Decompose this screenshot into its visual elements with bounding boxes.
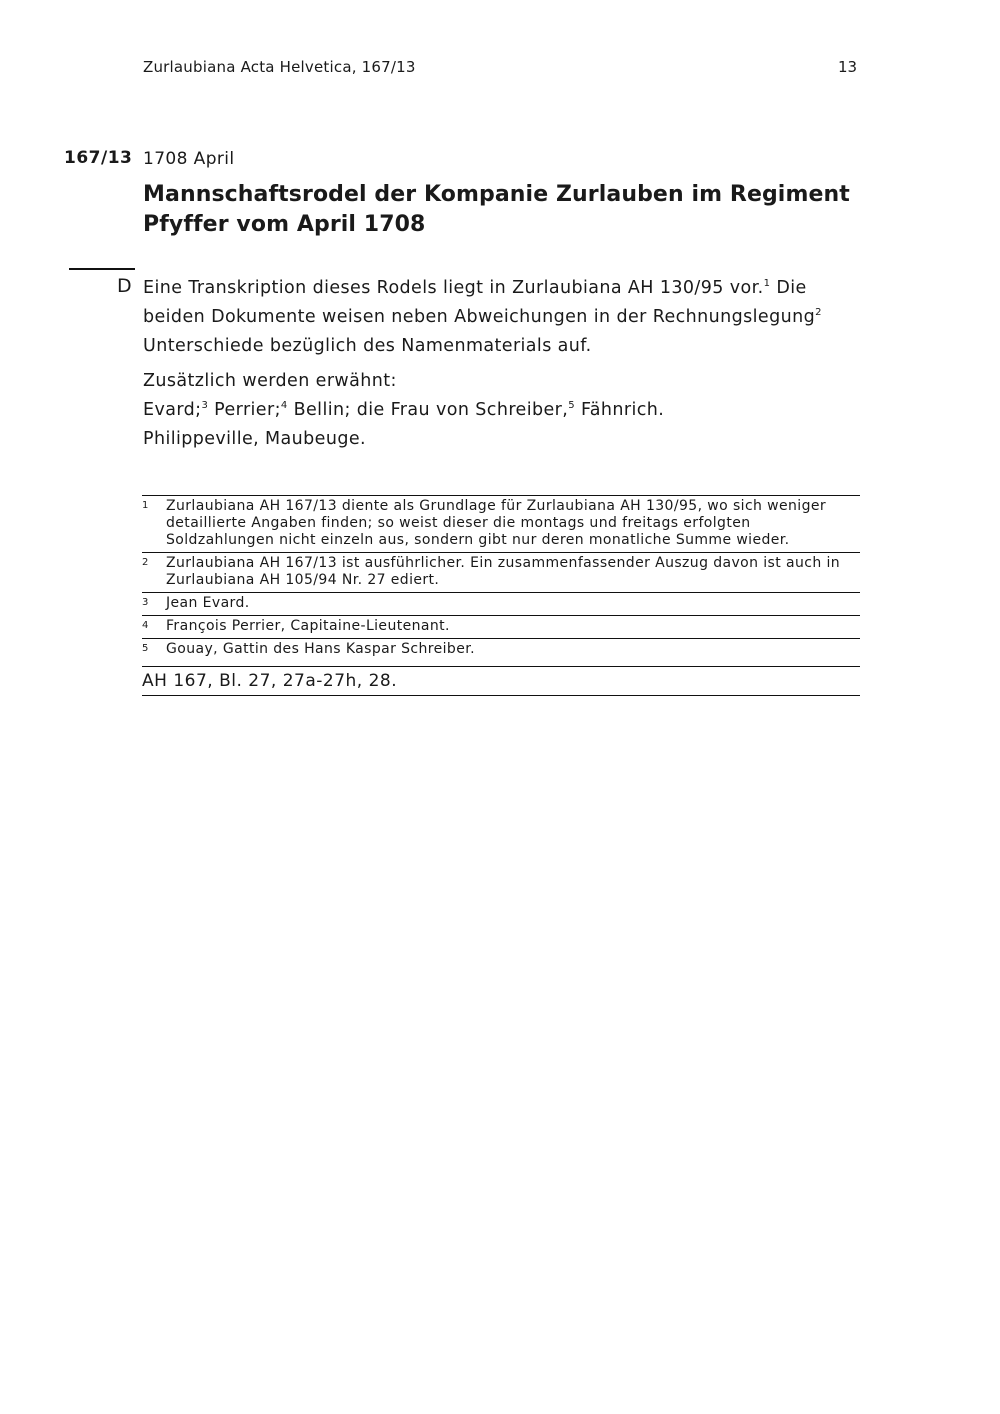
footnote xyxy=(142,592,860,615)
entry-number: 167/13 xyxy=(64,148,133,168)
footnote-ref[interactable]: 5 xyxy=(568,400,575,412)
footnote-text: Zurlaubiana AH 167/13 ist ausführlicher. Ein zusammenfassender Auszug davon ist auch in Zurlaubiana AH 105/94 Nr. 27 ediert. xyxy=(166,555,841,588)
running-head: Zurlaubiana Acta Helvetica, 167/13 xyxy=(143,58,416,76)
section-rule xyxy=(69,268,135,270)
person-name: Fähnrich. xyxy=(580,400,665,420)
footnote-mark: 4 xyxy=(142,620,149,631)
footnote-ref[interactable]: 1 xyxy=(763,278,771,290)
section-marker: D xyxy=(117,275,132,297)
footnote-mark: 1 xyxy=(142,500,149,511)
footnote-mark: 3 xyxy=(142,597,149,608)
footnote-ref[interactable]: 3 xyxy=(201,400,209,412)
person-name: Perrier; xyxy=(214,400,281,420)
document-title: Mannschaftsrodel der Kompanie Zurlauben im Regiment Pfyffer vom April 1708 xyxy=(143,182,850,237)
footnote xyxy=(142,638,860,661)
mentions-heading: Zusätzlich werden erwähnt: xyxy=(143,371,397,391)
paragraph-text: Eine Transkription dieses Rodels liegt in Zurlaubiana AH 130/95 vor. xyxy=(143,278,764,298)
footnote xyxy=(142,615,860,638)
footnote-mark: 2 xyxy=(142,557,149,568)
mentions-persons xyxy=(143,396,863,425)
source-reference: AH 167, Bl. 27, 27a-27h, 28. xyxy=(142,666,860,696)
paragraph-text: Die beiden Dokumente weisen neben Abweichungen in der Rechnungslegung xyxy=(143,278,816,327)
paragraph-text: Unterschiede bezüglich des Namenmaterials auf. xyxy=(143,336,592,356)
footnote-text: Jean Evard. xyxy=(166,595,250,611)
footnote-text: Gouay, Gattin des Hans Kaspar Schreiber. xyxy=(166,641,475,657)
mentions-paragraph xyxy=(143,367,863,454)
footnote-text: Zurlaubiana AH 167/13 diente als Grundlage für Zurlaubiana AH 130/95, wo sich weniger detaillierte Angaben finden; so weist dieser die montags und freitags erfolgten Soldzahlungen nicht einzeln aus, sondern gibt nur deren monatliche Summe wieder. xyxy=(166,498,827,548)
person-name: Bellin; die Frau von Schreiber, xyxy=(293,400,569,420)
page-number: 13 xyxy=(838,58,858,76)
footnotes-section xyxy=(142,495,860,696)
footnote xyxy=(142,495,860,552)
footnote-ref[interactable]: 4 xyxy=(280,400,288,412)
footnote-ref[interactable]: 2 xyxy=(815,307,822,319)
footnote-text: François Perrier, Capitaine-Lieutenant. xyxy=(166,618,450,634)
footnote xyxy=(142,552,860,592)
description-paragraph xyxy=(143,274,863,361)
entry-date: 1708 April xyxy=(143,149,235,169)
footnote-mark: 5 xyxy=(142,643,149,654)
mentions-places: Philippeville, Maubeuge. xyxy=(143,429,366,449)
person-name: Evard; xyxy=(143,400,202,420)
